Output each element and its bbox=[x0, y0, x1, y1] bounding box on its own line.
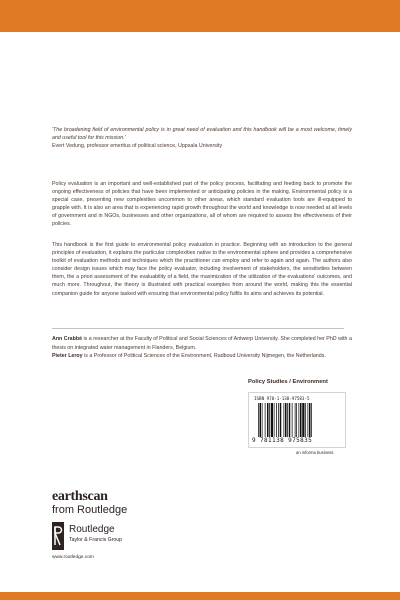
from-routledge-text: from Routledge bbox=[52, 504, 128, 516]
quote-text: 'The broadening field of environmental policy is in great need of evaluation and this handbook will be a most welcome, timely and useful tool for this mission.' bbox=[52, 127, 352, 142]
routledge-wordmark: Routledge bbox=[69, 524, 115, 535]
series-label: Policy Studies / Environment bbox=[248, 379, 328, 385]
description-paragraph-1: Policy evaluation is an important and well-established part of the policy process, facilitating and feeding back to promote the ongoing effectiveness of policies that have been implemented or anticipating policies in the making. Environmental policy is a special case, presenting new complexities uncommon to other areas, which standard evaluation tools are ill-equipped to grapple with. It is also an area that is experiencing rapid growth throughout the world and knowledge is now needed at all levels of government and in NGOs, businesses and other organizations, all of whom are required to assess the effectiveness of their policies. bbox=[52, 181, 352, 228]
author-1-name: Ann Crabbé bbox=[52, 336, 83, 342]
quote-attribution: Evert Vedung, professor emeritus of political science, Uppsala University bbox=[52, 143, 223, 150]
endorsement-quote bbox=[52, 126, 352, 150]
divider bbox=[52, 328, 344, 329]
author-bios bbox=[52, 335, 352, 361]
description-paragraph-2: This handbook is the first guide to environmental policy evaluation in practice. Beginning with an introduction to the general principles of evaluation, it explains the particular complexities native to the environmental sphere and provides a comprehensive toolkit of evaluation methods and techniques which the practitioner can employ and refer to again and again. The authors also consider design issues which may face the policy evaluator, including involvement of stakeholders, the sensitivities between them, the a priori assessment of the evaluability of a field, the maximization of the utilization of the evaluations' outcomes, and much more. Throughout, the theory is illustrated with practical examples from around the world, making this the essential companion guide for anyone tasked with ensuring that environmental policy fulfils its aims and achieves its potential. bbox=[52, 242, 352, 297]
ean-number: 9 781138 975835 bbox=[252, 437, 313, 444]
barcode bbox=[248, 392, 346, 448]
barcode-bars bbox=[258, 403, 334, 437]
top-color-band bbox=[0, 0, 400, 32]
informa-tag: an informa business bbox=[296, 450, 334, 455]
isbn-text: ISBN 978-1-138-97583-5 bbox=[254, 396, 310, 401]
author-2-name: Pieter Leroy bbox=[52, 353, 83, 360]
author-1-bio: is a researcher at the Faculty of Political and Social Sciences of Antwerp University. She completed her PhD with a thesis on integrated water management in Flanders, Belgium. bbox=[52, 336, 352, 351]
routledge-r-icon bbox=[52, 522, 64, 550]
publisher-website[interactable]: www.routledge.com bbox=[52, 555, 94, 560]
earthscan-logo bbox=[52, 490, 127, 516]
taylor-francis-text: Taylor & Francis Group bbox=[69, 537, 123, 543]
earthscan-wordmark: earthscan bbox=[52, 489, 108, 504]
bottom-color-band bbox=[0, 592, 400, 600]
author-2-bio: is a Professor of Political Sciences of the Environment, Radboud University Nijmegen, the Netherlands. bbox=[82, 353, 326, 360]
